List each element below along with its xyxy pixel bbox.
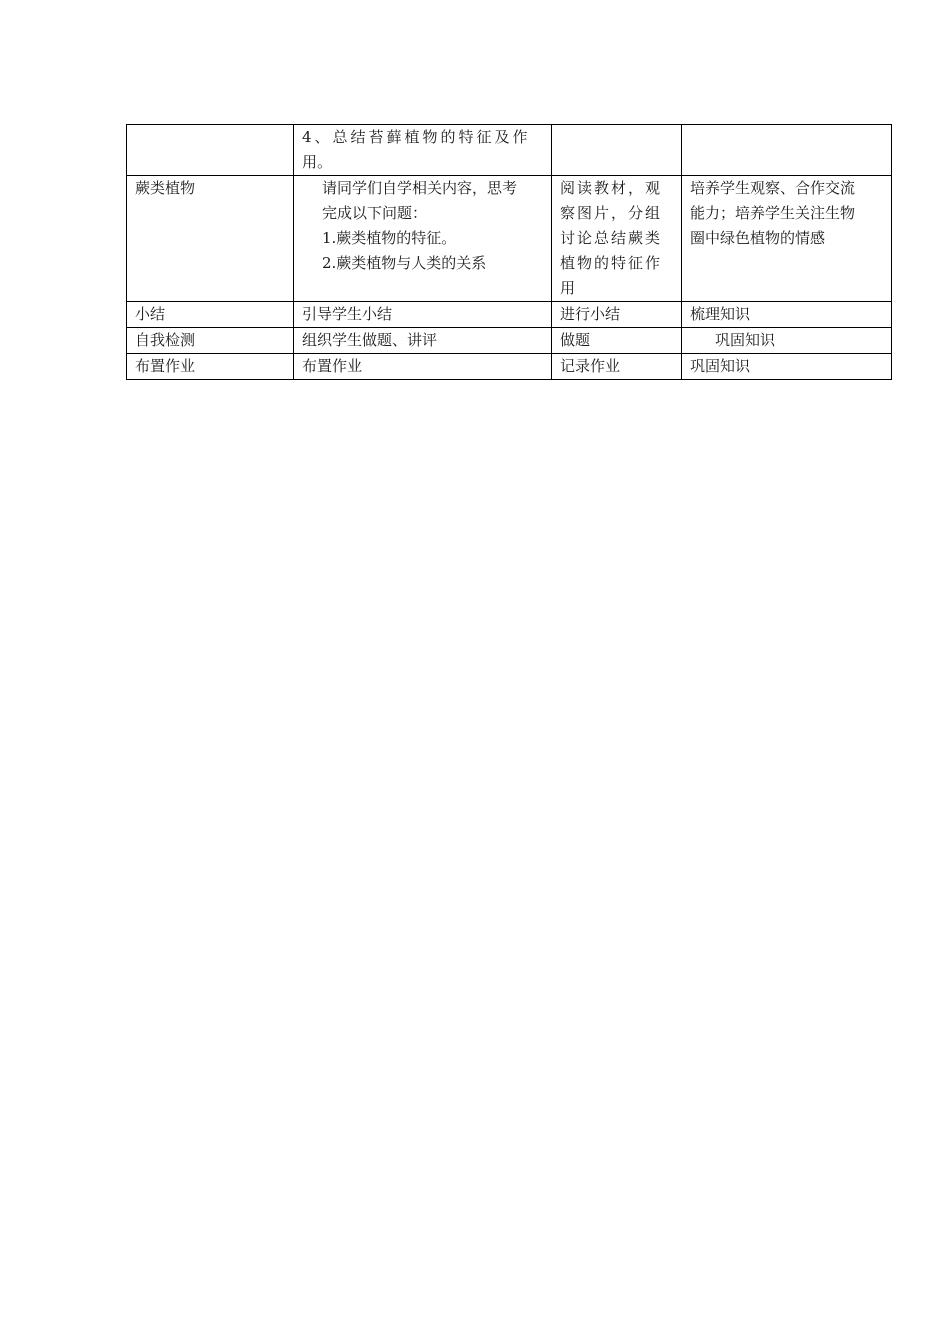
cell-line: 用。: [302, 153, 333, 171]
cell-line: 察图片，分组: [560, 204, 663, 222]
table-row: [127, 354, 892, 380]
table-row: [127, 176, 892, 302]
cell-line: 植物的特征作: [560, 254, 663, 272]
table-cell: [294, 125, 552, 176]
table-cell: [294, 176, 552, 302]
table-cell: 组织学生做题、讲评: [294, 328, 552, 354]
cell-line: 用: [560, 279, 576, 297]
table-cell: 小结: [127, 302, 294, 328]
table-cell: 布置作业: [127, 354, 294, 380]
cell-line: 能力；培养学生关注生物: [690, 204, 856, 222]
table-cell: [552, 176, 682, 302]
table-cell: 记录作业: [552, 354, 682, 380]
cell-line: 培养学生观察、合作交流: [690, 179, 856, 197]
lesson-plan-table: [126, 124, 892, 380]
cell-line: 圈中绿色植物的情感: [690, 229, 826, 247]
cell-line: 巩固知识: [715, 331, 776, 349]
table-cell: 引导学生小结: [294, 302, 552, 328]
table-cell: 进行小结: [552, 302, 682, 328]
table-cell: [682, 176, 892, 302]
cell-line: 阅读教材，观: [560, 179, 663, 197]
cell-line: 讨论总结蕨类: [560, 229, 663, 247]
table-cell: 蕨类植物: [127, 176, 294, 302]
table-cell: [127, 125, 294, 176]
table-cell: 布置作业: [294, 354, 552, 380]
table-row: [127, 125, 892, 176]
table-cell: [682, 125, 892, 176]
table-cell: [552, 125, 682, 176]
cell-line: 1.蕨类植物的特征。: [322, 229, 457, 247]
table-cell: 梳理知识: [682, 302, 892, 328]
table-row: [127, 328, 892, 354]
table-cell: 巩固知识: [682, 354, 892, 380]
table-cell: 做题: [552, 328, 682, 354]
cell-line: 完成以下问题：: [322, 204, 428, 222]
table-cell: [682, 328, 892, 354]
cell-line: 4、总结苔藓植物的特征及作: [302, 128, 531, 146]
table-cell: 自我检测: [127, 328, 294, 354]
cell-line: 2.蕨类植物与人类的关系: [322, 254, 487, 272]
cell-line: 请同学们自学相关内容，思考: [322, 179, 518, 197]
table-row: [127, 302, 892, 328]
